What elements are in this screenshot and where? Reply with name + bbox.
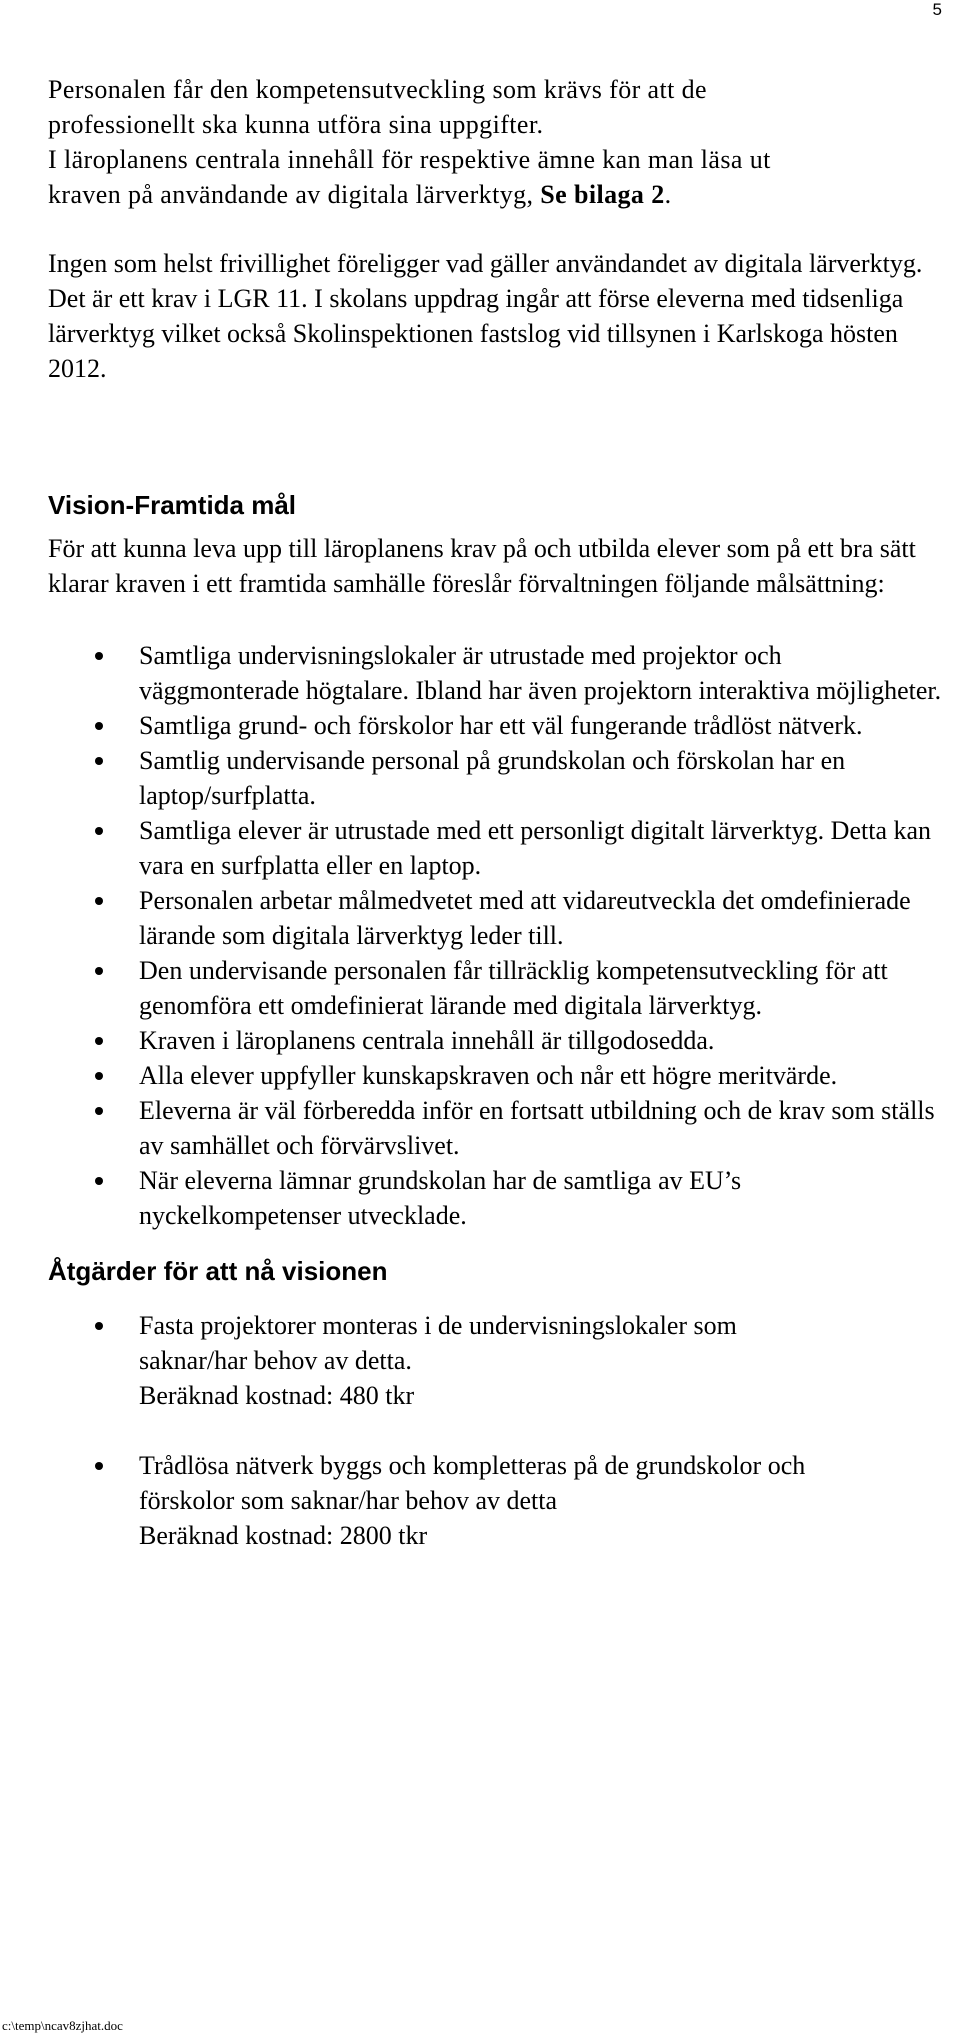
list-item xyxy=(48,708,948,743)
vision-paragraph: För att kunna leva upp till läroplanens krav på och utbilda elever som på ett bra sätt klarar kraven i ett framtida samhälle föreslår förvaltningen följande målsättning: xyxy=(48,534,916,598)
actions-list xyxy=(48,1308,948,1553)
bullet-icon xyxy=(95,827,103,835)
intro-paragraph-1 xyxy=(48,72,948,212)
list-item xyxy=(48,883,948,953)
action-line-2: saknar/har behov av detta. xyxy=(139,1346,412,1375)
list-item xyxy=(48,953,948,1023)
document-body xyxy=(48,72,948,1553)
list-item xyxy=(48,743,948,813)
goal-text: Personalen arbetar målmedvetet med att vidareutveckla det omdefinierade lärande som digitala lärverktyg leder till. xyxy=(139,886,911,950)
list-item xyxy=(48,638,948,708)
action-line-2: förskolor som saknar/har behov av detta xyxy=(139,1486,558,1515)
goal-text: Samtliga grund- och förskolor har ett väl fungerande trådlöst nätverk. xyxy=(139,711,863,740)
file-path-footer: c:\temp\ncav8zjhat.doc xyxy=(2,2018,123,2033)
bullet-icon xyxy=(95,1107,103,1115)
intro-line-3: I läroplanens centrala innehåll för respektive ämne kan man läsa ut xyxy=(48,145,771,174)
goal-text: Samtliga elever är utrustade med ett personligt digitalt lärverktyg. Detta kan vara en surfplatta eller en laptop. xyxy=(139,816,932,880)
goal-text: Samtliga undervisningslokaler är utrustade med projektor och väggmonterade högtalare. Ibland har även projektorn interaktiva möjligheter. xyxy=(139,641,942,705)
vision-heading: Vision-Framtida mål xyxy=(48,490,297,520)
list-item xyxy=(48,1058,948,1093)
bullet-icon xyxy=(95,1462,103,1470)
intro-paragraph-2: Ingen som helst frivillighet föreligger vad gäller användandet av digitala lärverktyg. Det är ett krav i LGR 11. I skolans uppdrag ingår att förse eleverna med tidsenliga lärverktyg vilket också Skolinspektionen fastslog vid tillsynen i Karlskoga hösten 2012. xyxy=(48,249,923,383)
list-item xyxy=(48,1448,948,1553)
goal-text: Den undervisande personalen får tillräcklig kompetensutveckling för att genomföra ett omdefinierat lärande med digitala lärverktyg. xyxy=(139,956,888,1020)
list-item xyxy=(48,1093,948,1163)
action-cost: Beräknad kostnad: 480 tkr xyxy=(139,1381,415,1410)
intro-line-1: Personalen får den kompetensutveckling som krävs för att de xyxy=(48,75,707,104)
bullet-icon xyxy=(95,1322,103,1330)
bullet-icon xyxy=(95,1072,103,1080)
goal-text: Samtlig undervisande personal på grundskolan och förskolan har en laptop/surfplatta. xyxy=(139,746,846,810)
vision-goals-list xyxy=(48,638,948,1233)
bullet-icon xyxy=(95,722,103,730)
intro-line-4: kraven på användande av digitala lärverktyg, xyxy=(48,180,541,209)
goal-text: Alla elever uppfyller kunskapskraven och når ett högre meritvärde. xyxy=(139,1061,838,1090)
bullet-icon xyxy=(95,1037,103,1045)
list-item xyxy=(48,1308,948,1413)
page-number: 5 xyxy=(932,0,942,19)
bullet-icon xyxy=(95,757,103,765)
bullet-icon xyxy=(95,967,103,975)
list-item xyxy=(48,1023,948,1058)
action-line-1: Fasta projektorer monteras i de undervisningslokaler som xyxy=(139,1311,737,1340)
goal-text: Kraven i läroplanens centrala innehåll är tillgodosedda. xyxy=(139,1026,715,1055)
bullet-icon xyxy=(95,1177,103,1185)
goal-text: När eleverna lämnar grundskolan har de samtliga av EU’s nyckelkompetenser utvecklade. xyxy=(139,1166,742,1230)
appendix-reference: Se bilaga 2 xyxy=(540,180,665,209)
action-cost: Beräknad kostnad: 2800 tkr xyxy=(139,1521,428,1550)
intro-line-2: professionellt ska kunna utföra sina uppgifter. xyxy=(48,110,544,139)
action-line-1: Trådlösa nätverk byggs och kompletteras på de grundskolor och xyxy=(139,1451,806,1480)
bullet-icon xyxy=(95,652,103,660)
list-item xyxy=(48,813,948,883)
list-item xyxy=(48,1163,948,1233)
goal-text: Eleverna är väl förberedda inför en fortsatt utbildning och de krav som ställs av samhället och förvärvslivet. xyxy=(139,1096,935,1160)
bullet-icon xyxy=(95,897,103,905)
intro-line-4-end: . xyxy=(664,180,672,209)
actions-heading: Åtgärder för att nå visionen xyxy=(48,1256,388,1286)
